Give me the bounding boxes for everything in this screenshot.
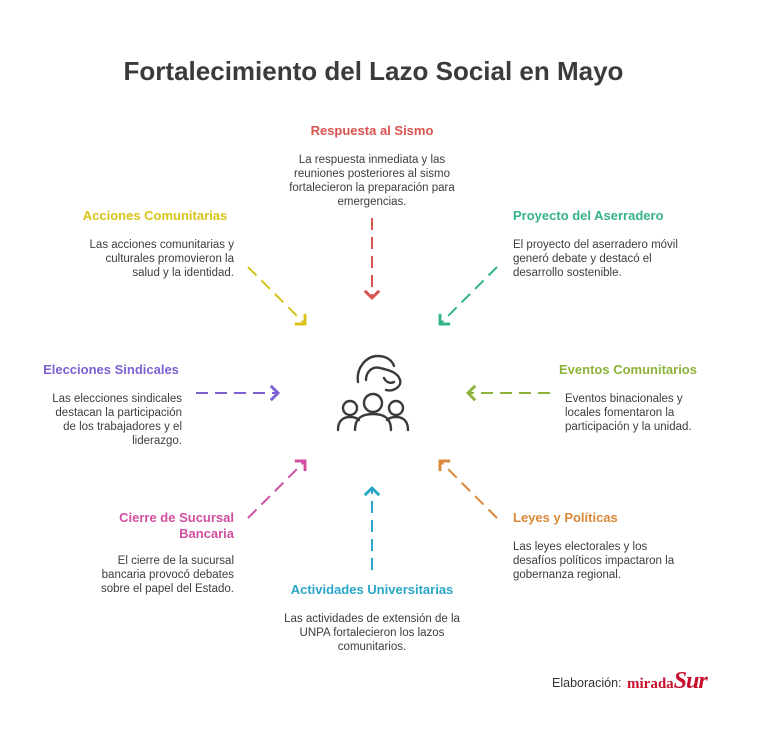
- node-description: Las elecciones sindicales destacan la participación de los trabajadores y el liderazgo.: [52, 393, 182, 447]
- arrow-leyes: [440, 461, 497, 518]
- node-eventos-comunitarios: [540, 362, 716, 434]
- node-title: Eventos Comunitarios: [559, 362, 697, 377]
- node-description: Las leyes electorales y los desafíos políticos impactaron la gobernanza regional.: [513, 541, 675, 581]
- logo-word-sur: Sur: [673, 668, 707, 694]
- node-title: Acciones Comunitarias: [82, 208, 228, 223]
- node-title: Proyecto del Aserradero: [513, 208, 664, 223]
- miradasur-logo: [627, 668, 707, 695]
- node-leyes-y-politicas: [513, 510, 693, 582]
- arrow-aserradero: [440, 267, 497, 324]
- node-respuesta-al-sismo: [282, 123, 462, 209]
- node-title: Cierre de Sucursal Bancaria: [119, 510, 234, 541]
- node-proyecto-del-aserradero: [513, 208, 683, 280]
- arrow-sucursal: [248, 461, 305, 518]
- node-elecciones-sindicales: [40, 362, 182, 448]
- node-title: Actividades Universitarias: [290, 582, 454, 597]
- node-cierre-de-sucursal-bancaria: [96, 510, 234, 596]
- node-title: Elecciones Sindicales: [43, 362, 179, 377]
- node-title: Respuesta al Sismo: [310, 123, 434, 138]
- arrow-comunitarias: [248, 267, 305, 324]
- node-description: Las acciones comunitarias y culturales promovieron la salud y la identidad.: [89, 239, 234, 279]
- node-actividades-universitarias: [282, 582, 462, 654]
- node-description: Eventos binacionales y locales fomentaron la participación y la unidad.: [565, 393, 692, 433]
- community-hands-icon: [338, 356, 408, 430]
- credit-label: Elaboración:: [552, 676, 622, 690]
- node-description: El cierre de la sucursal bancaria provocó debates sobre el papel del Estado.: [101, 555, 234, 595]
- logo-word-mirada: mirada: [627, 676, 674, 692]
- node-description: La respuesta inmediata y las reuniones posteriores al sismo fortalecieron la preparación para emergencias.: [289, 154, 455, 208]
- node-description: El proyecto del aserradero móvil generó debate y destacó el desarrollo sostenible.: [513, 239, 678, 279]
- node-description: Las actividades de extensión de la UNPA fortalecieron los lazos comunitarios.: [284, 613, 460, 653]
- node-acciones-comunitarias: [76, 208, 234, 280]
- page-title: Fortalecimiento del Lazo Social en Mayo: [123, 56, 624, 86]
- node-title: Leyes y Políticas: [513, 510, 618, 525]
